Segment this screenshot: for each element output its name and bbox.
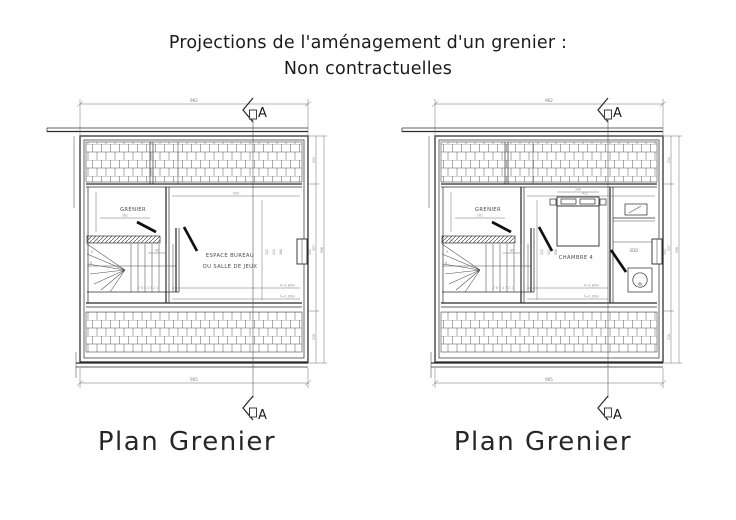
stair-treads [486, 244, 528, 292]
dim-seg2: 557 [667, 244, 671, 252]
stair-num: 8 [445, 261, 448, 265]
left-plan-window [297, 239, 307, 264]
room-label-chambre: CHAMBRE 4 [558, 255, 594, 261]
closet [625, 204, 647, 215]
right-plan-stairs [442, 222, 552, 292]
stair-row-numbers: 7 6 5 4 3 2 1 [137, 286, 159, 290]
dim-stair: 80 [509, 248, 515, 253]
dim-v2: 442 [272, 248, 276, 256]
door-leaf [137, 222, 156, 232]
right-plan [402, 98, 682, 423]
dim-overall: 996 [675, 246, 679, 254]
height-line-100: h=1.00m [280, 294, 295, 299]
dim-seg2: 557 [312, 244, 316, 252]
left-plan-stairs [87, 222, 197, 292]
dim-stair: 80 [154, 248, 160, 253]
dim-interior: 422 [581, 191, 589, 196]
door-leaf [492, 222, 511, 232]
dim-seg3: 228 [667, 333, 671, 341]
right-plan-bed [550, 192, 606, 246]
dim-top: 962 [190, 98, 198, 103]
dim-bed: 140 [574, 187, 582, 192]
dim-interior: 530 [232, 191, 240, 196]
dim-seg1: 211 [312, 156, 316, 164]
dim-window: 142 [663, 248, 667, 256]
sheet-title-line1: Projections de l'aménagement d'un grenier : [168, 33, 568, 53]
section-label-bottom: A [613, 408, 622, 423]
room-label-grenier: GRENIER [475, 207, 501, 213]
dim-overall: 996 [320, 246, 324, 254]
dim-bottom: 905 [190, 377, 198, 382]
dim-bottom: 905 [545, 377, 553, 382]
dim-under-grenier: 161 [121, 213, 129, 218]
left-plan [47, 98, 327, 423]
section-label-top: A [258, 106, 267, 121]
dim-v2: 442 [547, 248, 551, 256]
dim-top: 962 [545, 98, 553, 103]
room-label-main-2: OU SALLE DE JEUX [202, 264, 258, 270]
room-label-sdd: SDD [629, 248, 639, 253]
height-line-180: h=1.80m [584, 283, 599, 288]
stair-num: 10 [94, 238, 99, 242]
stair-row-numbers: 7 6 5 4 3 2 1 [492, 286, 514, 290]
section-label-top: A [613, 106, 622, 121]
caption-right-plan: Plan Grenier [453, 427, 633, 457]
dim-under-grenier: 161 [476, 213, 484, 218]
dim-seg1: 211 [667, 156, 671, 164]
stair-treads [131, 244, 173, 292]
room-label-main-1: ESPACE BUREAU [205, 253, 255, 259]
dim-v1: 322 [265, 248, 269, 256]
dim-seg3: 228 [312, 333, 316, 341]
stair-num: 9 [91, 250, 94, 254]
height-line-100: h=1.00m [584, 294, 599, 299]
stair-num: 9 [446, 250, 449, 254]
dim-window: 142 [308, 248, 312, 256]
room-label-grenier: GRENIER [120, 207, 146, 213]
height-line-180: h=1.80m [280, 283, 295, 288]
dim-v1: 322 [540, 248, 544, 256]
door-leaf [539, 227, 552, 251]
stair-num: 8 [90, 261, 93, 265]
dim-v3: 566 [279, 248, 283, 256]
right-plan-window [652, 239, 662, 264]
caption-left-plan: Plan Grenier [97, 427, 277, 457]
sheet-title-line2: Non contractuelles [283, 59, 453, 79]
section-label-bottom: A [258, 408, 267, 423]
door-leaf [184, 227, 197, 251]
stair-num: 10 [449, 238, 454, 242]
dim-v3: 566 [554, 248, 558, 256]
